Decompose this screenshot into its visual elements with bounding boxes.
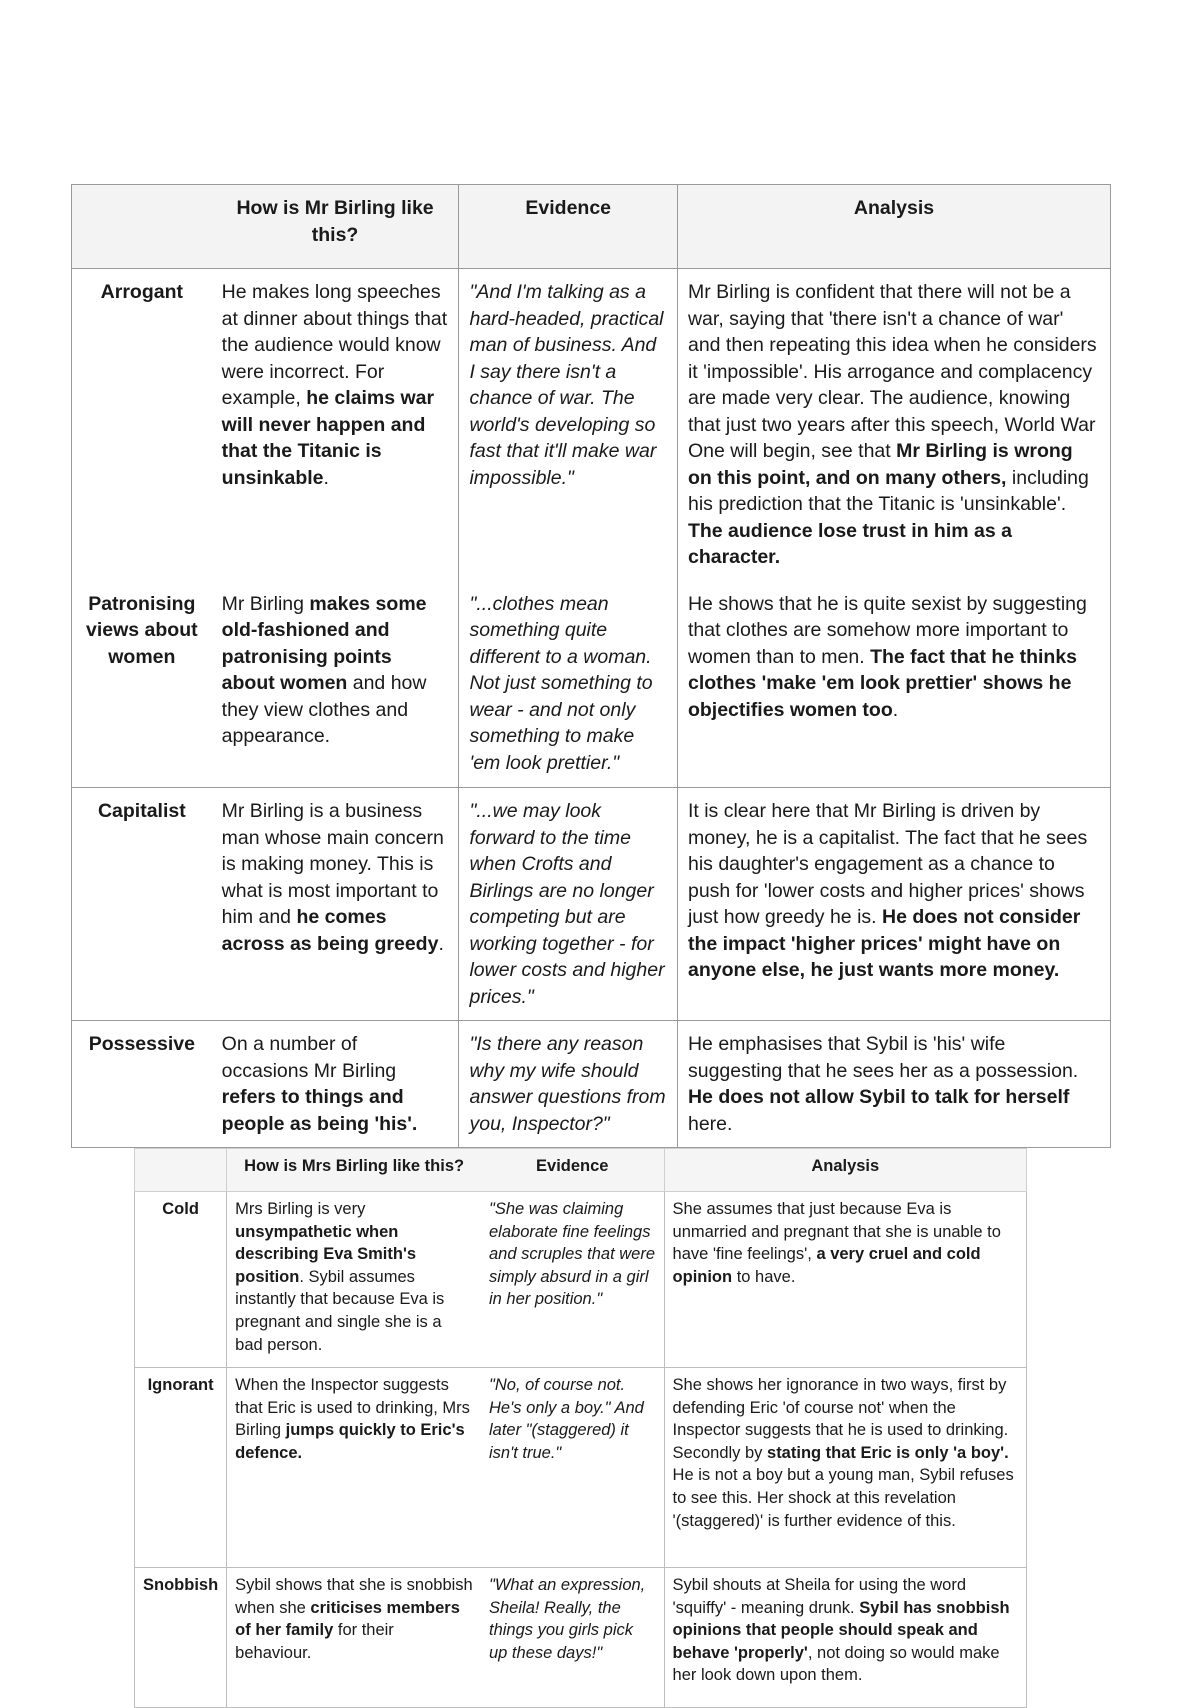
- text-span: He makes long speeches at dinner about things that the audience would know were incorrect. For example,: [221, 281, 448, 409]
- analysis-cell: [677, 1021, 1110, 1148]
- bold-text: jumps quickly to Eric's defence.: [235, 1421, 465, 1462]
- evidence-cell: "What an expression, Sheila! Really, the things you girls pick up these days!": [481, 1568, 664, 1708]
- bold-text: refers to things and people as being 'his'.: [221, 1086, 418, 1135]
- header-how: How is Mrs Birling like this?: [227, 1149, 481, 1192]
- table-row: [135, 1368, 1027, 1568]
- text-span: here.: [687, 1112, 733, 1135]
- text-span: for their behaviour.: [235, 1621, 394, 1662]
- bold-text: stating that Eric is only 'a boy'.: [767, 1443, 1009, 1462]
- text-span: On a number of occasions Mr Birling: [221, 1033, 397, 1082]
- bold-text: Mr Birling is wrong on this point, and on many others,: [687, 440, 1073, 489]
- text-span: She assumes that just because Eva is unmarried and pregnant that she is unable to have 'fine feelings',: [672, 1200, 1001, 1264]
- table-row: [72, 269, 1111, 581]
- text-span: , not doing so would make her look down upon them.: [672, 1643, 1000, 1685]
- bold-text: He does not allow Sybil to talk for herself: [687, 1086, 1070, 1108]
- bold-text: unsympathetic when describing Eva Smith's position: [235, 1222, 417, 1286]
- text-span: and how they view clothes and appearance.: [221, 672, 427, 747]
- header-trait: [135, 1149, 227, 1192]
- text-span: He is not a boy but a young man, Sybil refuses to see this. Her shock at this revelation '(staggered)' is further evidence of this.: [672, 1466, 1014, 1530]
- how-cell: [227, 1568, 481, 1708]
- text-span: Mr Birling is confident that there will not be a war, saying that 'there isn't a chance of war' and then repeating this idea when he considers it 'impossible'. His arrogance and complacency are made very clear. The audience, knowing that just two years after this speech, World War One will begin, see that: [687, 281, 1097, 462]
- table-row: [72, 1021, 1111, 1148]
- evidence-cell: "She was claiming elaborate fine feelings and scruples that were simply absurd in a girl in her position.": [481, 1192, 664, 1368]
- header-trait: [72, 185, 212, 269]
- text-span: .: [323, 466, 329, 489]
- how-cell: [212, 581, 459, 788]
- header-analysis: Analysis: [677, 185, 1110, 269]
- text-span: . Sybil assumes instantly that because Eva is pregnant and single she is a bad person.: [235, 1267, 445, 1354]
- text-span: .: [892, 698, 899, 721]
- header-evidence: Evidence: [459, 185, 678, 269]
- trait-cell: Possessive: [72, 1021, 212, 1148]
- text-span: She shows her ignorance in two ways, first by defending Eric 'of course not' when the Inspector suggests that he is used to drinking. Secondly by: [672, 1376, 1009, 1462]
- text-span: Mrs Birling is very: [235, 1200, 366, 1218]
- bold-text: The fact that he thinks clothes 'make 'em look prettier' shows he objectifies women too: [687, 645, 1078, 721]
- how-cell: [227, 1368, 481, 1568]
- analysis-cell: [677, 269, 1110, 581]
- text-span: including his prediction that the Titanic is 'unsinkable'.: [687, 466, 1089, 515]
- text-span: .: [438, 932, 444, 955]
- table-row: [135, 1568, 1027, 1708]
- text-span: Mr Birling is a business man whose main concern is making money. This is what is most important to him and: [221, 800, 444, 928]
- trait-cell: Patronising views about women: [72, 581, 212, 788]
- bold-text: makes some old-fashioned and patronising points about women: [221, 592, 427, 694]
- text-span: When the Inspector suggests that Eric is used to drinking, Mrs Birling: [235, 1376, 470, 1440]
- text-span: He shows that he is quite sexist by suggesting that clothes are somehow more important to women than to men.: [687, 592, 1087, 668]
- evidence-cell: "Is there any reason why my wife should answer questions from you, Inspector?": [459, 1021, 678, 1148]
- how-cell: [212, 788, 459, 1021]
- header-evidence: Evidence: [481, 1149, 664, 1192]
- text-span: Sybil shows that she is snobbish when she: [235, 1576, 473, 1617]
- table-row: [72, 788, 1111, 1021]
- analysis-cell: [664, 1568, 1026, 1708]
- table-row: [72, 581, 1111, 788]
- bold-text: he claims war will never happen and that the Titanic is: [221, 387, 435, 462]
- analysis-cell: [664, 1192, 1026, 1368]
- trait-cell: Arrogant: [72, 269, 212, 581]
- text-span: It is clear here that Mr Birling is driven by money, he is a capitalist. The fact that he sees his daughter's engagement as a chance to push for 'lower costs and higher prices' shows just how greedy he is.: [687, 800, 1088, 928]
- evidence-cell: "No, of course not. He's only a boy." And later "(staggered) it isn't true.": [481, 1368, 664, 1568]
- header-analysis: Analysis: [664, 1149, 1026, 1192]
- trait-cell: Capitalist: [72, 788, 212, 1021]
- bold-text: Sybil has snobbish opinions that people should speak and behave 'properly': [672, 1598, 1010, 1662]
- bold-text: unsinkable: [221, 466, 324, 489]
- how-cell: [212, 269, 459, 581]
- text-span: to have.: [732, 1267, 796, 1286]
- bold-text: criticises members of her family: [235, 1598, 460, 1640]
- table-header-row: [135, 1149, 1027, 1192]
- analysis-cell: [677, 581, 1110, 788]
- how-cell: [227, 1192, 481, 1368]
- analysis-cell: [664, 1368, 1026, 1568]
- table-header-row: [72, 185, 1111, 269]
- text-span: Sybil shouts at Sheila for using the word 'squiffy' - meaning drunk.: [672, 1576, 967, 1617]
- text-span: Mr Birling: [221, 592, 310, 615]
- evidence-cell: "...clothes mean something quite different to a woman. Not just something to wear - and not only something to make 'em look prettier.": [459, 581, 678, 788]
- bold-text: a very cruel and cold opinion: [672, 1245, 981, 1286]
- mr-birling-table: [71, 184, 1111, 1148]
- evidence-cell: "And I'm talking as a hard-headed, practical man of business. And I say there isn't a chance of war. The world's developing so fast that it'll make war impossible.": [459, 269, 678, 581]
- trait-cell: Snobbish: [135, 1568, 227, 1708]
- how-cell: [212, 1021, 459, 1148]
- bold-text: The audience lose trust in him as a character.: [687, 519, 1012, 568]
- analysis-cell: [677, 788, 1110, 1021]
- bold-text: He does not consider the impact 'higher prices' might have on anyone else, he just wants more money.: [687, 906, 1081, 981]
- evidence-cell: "...we may look forward to the time when Crofts and Birlings are no longer competing but are working together - for lower costs and higher prices.": [459, 788, 678, 1021]
- bold-text: he comes across as being greedy: [221, 906, 439, 955]
- mrs-birling-table: [134, 1148, 1027, 1708]
- text-span: He emphasises that Sybil is 'his' wife suggesting that he sees her as a possession.: [687, 1033, 1079, 1082]
- table-row: [135, 1192, 1027, 1368]
- trait-cell: Cold: [135, 1192, 227, 1368]
- trait-cell: Ignorant: [135, 1368, 227, 1568]
- header-how: How is Mr Birling like this?: [212, 185, 459, 269]
